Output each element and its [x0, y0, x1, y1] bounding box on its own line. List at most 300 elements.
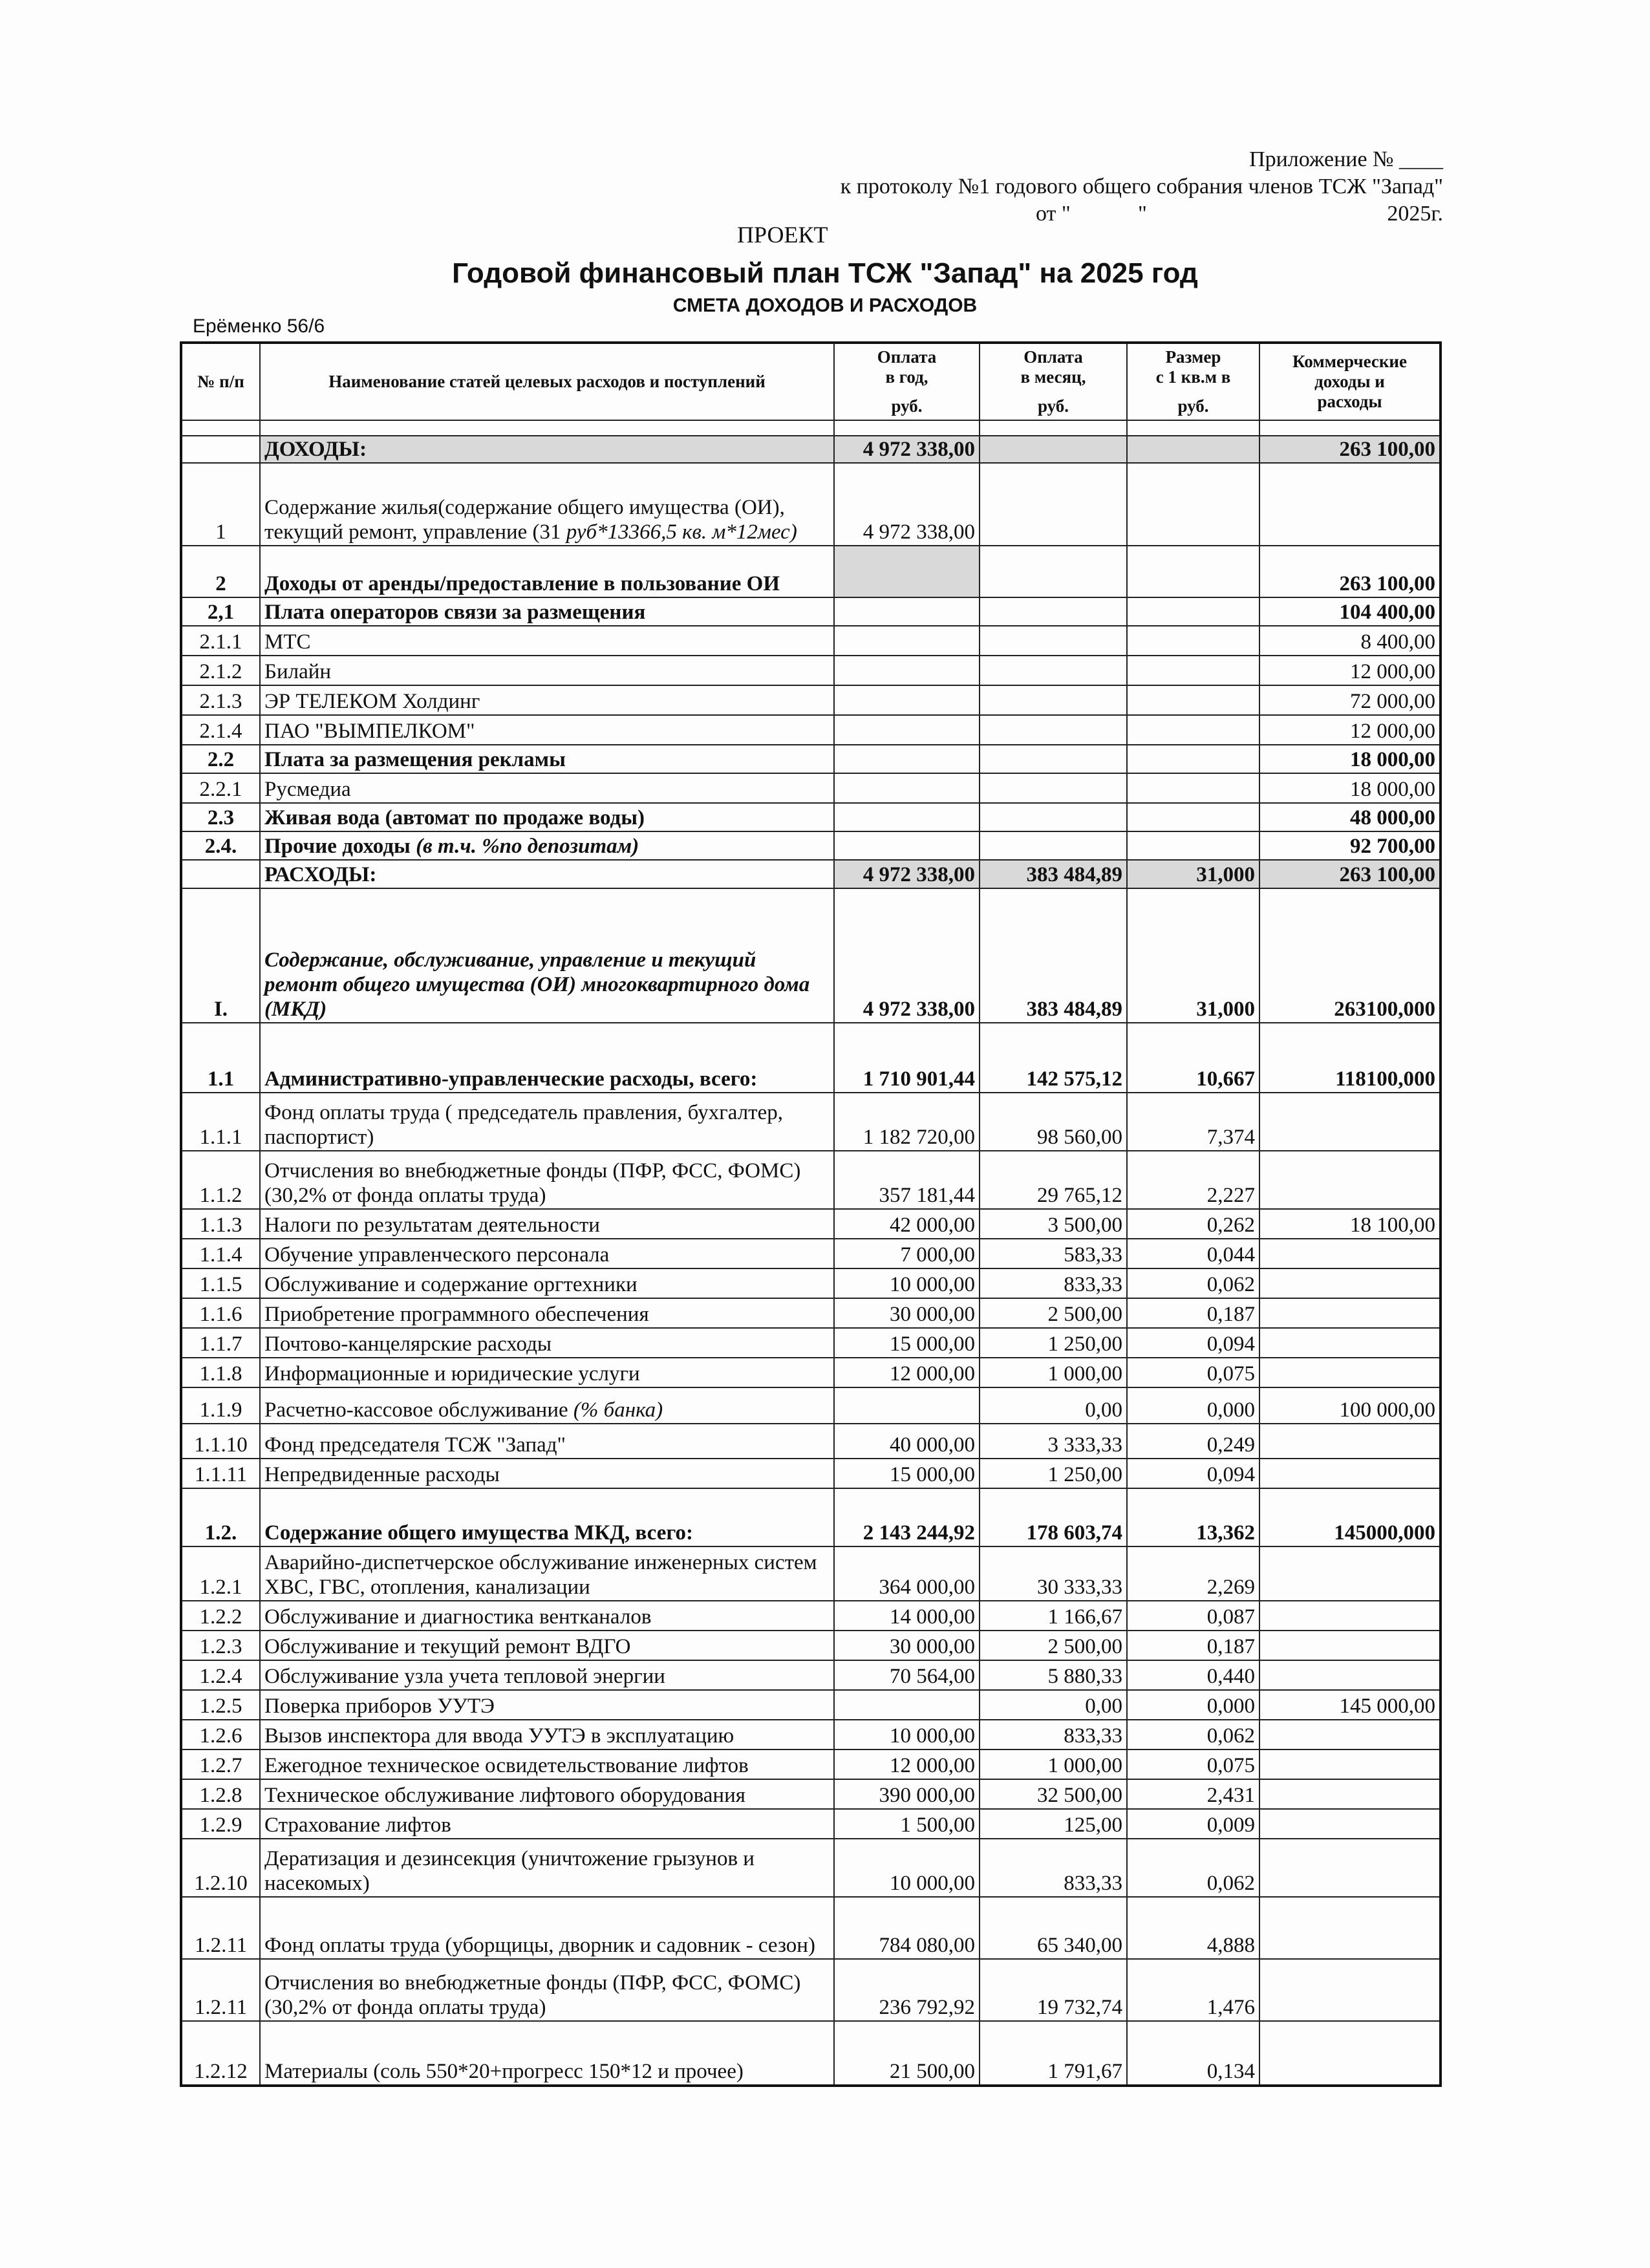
col-header-month-top: Оплата	[1023, 347, 1083, 367]
row-sq-rate	[1127, 656, 1259, 685]
row-name: Вызов инспектора для ввода УУТЭ в эксплуатацию	[260, 1720, 834, 1749]
row-number: 1.1.9	[181, 1387, 260, 1424]
row-sq-rate: 2,269	[1127, 1546, 1259, 1601]
row-number	[181, 436, 260, 463]
row-commercial-amount	[1259, 1268, 1441, 1298]
row-commercial-amount	[1259, 1459, 1441, 1488]
row-month-amount: 178 603,74	[980, 1488, 1127, 1546]
row-name: Плата операторов связи за размещения	[260, 597, 834, 626]
row-sq-rate: 2,227	[1127, 1151, 1259, 1209]
col-header-num: № п/п	[181, 343, 260, 420]
table-row	[181, 1660, 1441, 1690]
row-year-amount: 4 972 338,00	[834, 888, 980, 1023]
row-commercial-amount	[1259, 1660, 1441, 1690]
row-year-amount: 14 000,00	[834, 1601, 980, 1631]
row-number: 2.1.2	[181, 656, 260, 685]
row-sq-rate	[1127, 597, 1259, 626]
appendix-number: Приложение № ____	[1249, 147, 1443, 171]
row-month-amount	[980, 745, 1127, 773]
table-row	[181, 656, 1441, 685]
row-commercial-amount: 92 700,00	[1259, 831, 1441, 860]
row-year-amount	[834, 626, 980, 656]
row-name: Информационные и юридические услуги	[260, 1358, 834, 1387]
row-commercial-amount	[1259, 1749, 1441, 1779]
row-name: РАСХОДЫ:	[260, 860, 834, 888]
row-month-amount: 1 250,00	[980, 1459, 1127, 1488]
row-number: 2	[181, 546, 260, 597]
col-header-year	[834, 343, 980, 420]
row-name-note: руб*13366,5 кв. м*12мес)	[566, 520, 797, 544]
row-number: 1.1.5	[181, 1268, 260, 1298]
row-year-amount	[834, 656, 980, 685]
row-sq-rate: 0,062	[1127, 1720, 1259, 1749]
row-sq-rate: 0,000	[1127, 1387, 1259, 1424]
row-sq-rate: 0,094	[1127, 1459, 1259, 1488]
table-row	[181, 1690, 1441, 1720]
row-number: 1.2.7	[181, 1749, 260, 1779]
row-sq-rate: 13,362	[1127, 1488, 1259, 1546]
row-number: 1	[181, 463, 260, 546]
row-sq-rate: 0,134	[1127, 2021, 1259, 2086]
row-number: 1.2.2	[181, 1601, 260, 1631]
table-row	[181, 1779, 1441, 1809]
col-header-sq-top: Размер	[1165, 347, 1221, 367]
row-year-amount: 40 000,00	[834, 1424, 980, 1459]
col-header-comm-l1: Коммерческие	[1292, 351, 1407, 371]
col-header-sq-unit: руб.	[1177, 396, 1209, 416]
col-header-year-mid: в год,	[885, 367, 928, 387]
row-year-amount: 7 000,00	[834, 1239, 980, 1268]
budget-table	[180, 341, 1442, 2087]
row-sq-rate	[1127, 463, 1259, 546]
row-commercial-amount	[1259, 1959, 1441, 2021]
table-row	[181, 597, 1441, 626]
row-year-amount	[834, 715, 980, 745]
row-name-part: Расчетно-кассовое обслуживание	[264, 1398, 573, 1422]
protocol-reference: к протоколу №1 годового общего собрания членов ТСЖ "Запад"	[840, 175, 1443, 198]
row-year-amount	[834, 1690, 980, 1720]
row-commercial-amount	[1259, 1809, 1441, 1839]
row-name: ДОХОДЫ:	[260, 436, 834, 463]
row-sq-rate	[1127, 436, 1259, 463]
col-header-comm-l3: расходы	[1317, 392, 1382, 412]
row-sq-rate: 0,075	[1127, 1358, 1259, 1387]
row-month-amount: 29 765,12	[980, 1151, 1127, 1209]
row-month-amount: 0,00	[980, 1690, 1127, 1720]
row-commercial-amount: 263 100,00	[1259, 546, 1441, 597]
row-commercial-amount: 8 400,00	[1259, 626, 1441, 656]
row-year-amount	[834, 803, 980, 831]
row-month-amount: 142 575,12	[980, 1023, 1127, 1093]
row-number: 1.2.11	[181, 1897, 260, 1959]
row-year-amount	[834, 685, 980, 715]
row-year-amount: 15 000,00	[834, 1328, 980, 1358]
row-name: Административно-управленческие расходы, всего:	[260, 1023, 834, 1093]
row-commercial-amount: 18 100,00	[1259, 1209, 1441, 1239]
row-number: 2.2	[181, 745, 260, 773]
row-sq-rate: 0,062	[1127, 1839, 1259, 1897]
table-row	[181, 546, 1441, 597]
row-name: Аварийно-диспетчерское обслуживание инженерных систем ХВС, ГВС, отопления, канализации	[260, 1546, 834, 1601]
row-number: 1.2.10	[181, 1839, 260, 1897]
row-sq-rate: 0,062	[1127, 1268, 1259, 1298]
row-commercial-amount: 12 000,00	[1259, 715, 1441, 745]
row-name: ЭР ТЕЛЕКОМ Холдинг	[260, 685, 834, 715]
row-number: 2.4.	[181, 831, 260, 860]
row-name	[260, 831, 834, 860]
row-month-amount: 1 791,67	[980, 2021, 1127, 2086]
project-label: ПРОЕКТ	[737, 222, 828, 248]
row-name-part: Содержание жилья(содержание общего имущества (ОИ), текущий ремонт, управление (31	[264, 496, 785, 544]
row-month-amount	[980, 715, 1127, 745]
row-name: Обслуживание и содержание оргтехники	[260, 1268, 834, 1298]
row-year-amount: 21 500,00	[834, 2021, 980, 2086]
row-sq-rate	[1127, 803, 1259, 831]
date-year: 2025г.	[1387, 202, 1443, 226]
table-body	[181, 436, 1441, 2086]
table-row	[181, 1720, 1441, 1749]
row-number: 1.1.6	[181, 1298, 260, 1328]
row-month-amount: 383 484,89	[980, 860, 1127, 888]
row-name: Билайн	[260, 656, 834, 685]
row-year-amount: 4 972 338,00	[834, 463, 980, 546]
row-name: Техническое обслуживание лифтового оборудования	[260, 1779, 834, 1809]
row-month-amount	[980, 626, 1127, 656]
table-row	[181, 1546, 1441, 1601]
row-commercial-amount	[1259, 463, 1441, 546]
table-row	[181, 1959, 1441, 2021]
row-month-amount: 833,33	[980, 1268, 1127, 1298]
row-name: Живая вода (автомат по продаже воды)	[260, 803, 834, 831]
table-row	[181, 463, 1441, 546]
row-month-amount	[980, 656, 1127, 685]
row-sq-rate: 0,044	[1127, 1239, 1259, 1268]
row-name: Материалы (соль 550*20+прогресс 150*12 и прочее)	[260, 2021, 834, 2086]
row-name: Налоги по результатам деятельности	[260, 1209, 834, 1239]
row-month-amount	[980, 463, 1127, 546]
row-month-amount: 98 560,00	[980, 1093, 1127, 1151]
row-name: Непредвиденные расходы	[260, 1459, 834, 1488]
row-year-amount	[834, 597, 980, 626]
row-sq-rate: 10,667	[1127, 1023, 1259, 1093]
row-number: 1.2.11	[181, 1959, 260, 2021]
table-row	[181, 860, 1441, 888]
row-year-amount	[834, 546, 980, 597]
row-name: Обслуживание и текущий ремонт ВДГО	[260, 1631, 834, 1660]
row-sq-rate: 0,440	[1127, 1660, 1259, 1690]
row-commercial-amount	[1259, 1839, 1441, 1897]
row-month-amount	[980, 436, 1127, 463]
row-sq-rate: 0,009	[1127, 1809, 1259, 1839]
row-name: Отчисления во внебюджетные фонды (ПФР, ФСС, ФОМС) (30,2% от фонда оплаты труда)	[260, 1151, 834, 1209]
row-number: 1.2.12	[181, 2021, 260, 2086]
row-name: Дератизация и дезинсекция (уничтожение грызунов и насекомых)	[260, 1839, 834, 1897]
row-number: 2,1	[181, 597, 260, 626]
row-sq-rate: 0,187	[1127, 1631, 1259, 1660]
row-sq-rate: 0,262	[1127, 1209, 1259, 1239]
table-row	[181, 1809, 1441, 1839]
row-sq-rate	[1127, 773, 1259, 803]
row-month-amount	[980, 773, 1127, 803]
row-number: 1.1.10	[181, 1424, 260, 1459]
row-name-note: (в т.ч. %по депозитам)	[416, 835, 639, 859]
row-commercial-amount: 145000,000	[1259, 1488, 1441, 1546]
row-year-amount: 15 000,00	[834, 1459, 980, 1488]
col-header-comm-l2: доходы и	[1314, 371, 1385, 391]
row-sq-rate	[1127, 831, 1259, 860]
table-row	[181, 1601, 1441, 1631]
row-month-amount: 2 500,00	[980, 1631, 1127, 1660]
row-name: Фонд оплаты труда (уборщицы, дворник и садовник - сезон)	[260, 1897, 834, 1959]
row-name: ПАО "ВЫМПЕЛКОМ"	[260, 715, 834, 745]
row-number: 2.1.4	[181, 715, 260, 745]
row-sq-rate	[1127, 546, 1259, 597]
row-commercial-amount: 263 100,00	[1259, 436, 1441, 463]
row-year-amount: 236 792,92	[834, 1959, 980, 2021]
row-number: 1.1.3	[181, 1209, 260, 1239]
row-number: 2.1.1	[181, 626, 260, 656]
col-header-month-mid: в месяц,	[1020, 367, 1086, 387]
table-row	[181, 1239, 1441, 1268]
table-row	[181, 1093, 1441, 1151]
row-month-amount: 3 333,33	[980, 1424, 1127, 1459]
row-month-amount	[980, 597, 1127, 626]
row-year-amount: 12 000,00	[834, 1749, 980, 1779]
row-sq-rate: 0,000	[1127, 1690, 1259, 1720]
row-number: 1.1.8	[181, 1358, 260, 1387]
row-name: Содержание общего имущества МКД, всего:	[260, 1488, 834, 1546]
row-sq-rate: 7,374	[1127, 1093, 1259, 1151]
row-number: 1.2.9	[181, 1809, 260, 1839]
row-month-amount: 833,33	[980, 1720, 1127, 1749]
row-sq-rate: 0,094	[1127, 1328, 1259, 1358]
row-commercial-amount: 72 000,00	[1259, 685, 1441, 715]
row-month-amount	[980, 803, 1127, 831]
row-name: Поверка приборов УУТЭ	[260, 1690, 834, 1720]
row-sq-rate: 0,087	[1127, 1601, 1259, 1631]
table-row	[181, 436, 1441, 463]
row-year-amount: 2 143 244,92	[834, 1488, 980, 1546]
row-year-amount: 10 000,00	[834, 1720, 980, 1749]
row-number: 1.1	[181, 1023, 260, 1093]
table-row	[181, 803, 1441, 831]
row-year-amount: 357 181,44	[834, 1151, 980, 1209]
col-header-year-top: Оплата	[877, 347, 937, 367]
row-sq-rate	[1127, 685, 1259, 715]
table-row	[181, 1839, 1441, 1897]
row-number: I.	[181, 888, 260, 1023]
table-row	[181, 1298, 1441, 1328]
row-month-amount: 30 333,33	[980, 1546, 1127, 1601]
row-month-amount: 833,33	[980, 1839, 1127, 1897]
row-commercial-amount: 263 100,00	[1259, 860, 1441, 888]
row-year-amount: 30 000,00	[834, 1298, 980, 1328]
row-sq-rate: 0,249	[1127, 1424, 1259, 1459]
row-month-amount: 32 500,00	[980, 1779, 1127, 1809]
row-month-amount: 0,00	[980, 1387, 1127, 1424]
row-month-amount: 1 250,00	[980, 1328, 1127, 1358]
row-sq-rate	[1127, 745, 1259, 773]
row-month-amount	[980, 685, 1127, 715]
col-header-month-unit: руб.	[1037, 396, 1069, 416]
row-commercial-amount: 48 000,00	[1259, 803, 1441, 831]
row-commercial-amount: 18 000,00	[1259, 773, 1441, 803]
row-month-amount: 1 166,67	[980, 1601, 1127, 1631]
row-commercial-amount	[1259, 1631, 1441, 1660]
row-month-amount: 65 340,00	[980, 1897, 1127, 1959]
row-number: 1.1.1	[181, 1093, 260, 1151]
table-row	[181, 1631, 1441, 1660]
table-row	[181, 1897, 1441, 1959]
table-row	[181, 1387, 1441, 1424]
row-number: 1.1.11	[181, 1459, 260, 1488]
table-row	[181, 1488, 1441, 1546]
row-number: 1.2.6	[181, 1720, 260, 1749]
date-from: от "	[1036, 202, 1071, 226]
row-month-amount: 125,00	[980, 1809, 1127, 1839]
row-commercial-amount: 145 000,00	[1259, 1690, 1441, 1720]
row-name: Отчисления во внебюджетные фонды (ПФР, ФСС, ФОМС) (30,2% от фонда оплаты труда)	[260, 1959, 834, 2021]
row-month-amount: 3 500,00	[980, 1209, 1127, 1239]
row-month-amount: 19 732,74	[980, 1959, 1127, 2021]
row-commercial-amount	[1259, 1424, 1441, 1459]
row-year-amount: 1 182 720,00	[834, 1093, 980, 1151]
row-name: МТС	[260, 626, 834, 656]
table-header	[181, 343, 1441, 436]
table-row	[181, 685, 1441, 715]
row-name: Доходы от аренды/предоставление в пользование ОИ	[260, 546, 834, 597]
row-month-amount: 1 000,00	[980, 1358, 1127, 1387]
row-number: 2.1.3	[181, 685, 260, 715]
row-number: 1.2.3	[181, 1631, 260, 1660]
row-name	[260, 1387, 834, 1424]
row-commercial-amount	[1259, 1239, 1441, 1268]
row-year-amount: 30 000,00	[834, 1631, 980, 1660]
row-commercial-amount	[1259, 1358, 1441, 1387]
row-commercial-amount: 18 000,00	[1259, 745, 1441, 773]
row-number: 1.1.7	[181, 1328, 260, 1358]
col-header-commercial	[1259, 343, 1441, 420]
row-commercial-amount	[1259, 1546, 1441, 1601]
row-sq-rate: 0,075	[1127, 1749, 1259, 1779]
row-name: Русмедиа	[260, 773, 834, 803]
row-sq-rate: 31,000	[1127, 888, 1259, 1023]
table-row	[181, 1023, 1441, 1093]
row-name: Приобретение программного обеспечения	[260, 1298, 834, 1328]
col-header-year-unit: руб.	[891, 396, 923, 416]
row-commercial-amount: 12 000,00	[1259, 656, 1441, 685]
row-year-amount: 1 710 901,44	[834, 1023, 980, 1093]
table-row	[181, 1328, 1441, 1358]
table-row	[181, 888, 1441, 1023]
table-row	[181, 1749, 1441, 1779]
row-number: 1.1.2	[181, 1151, 260, 1209]
row-month-amount	[980, 546, 1127, 597]
page-subtitle: СМЕТА ДОХОДОВ И РАСХОДОВ	[672, 295, 978, 316]
row-year-amount: 12 000,00	[834, 1358, 980, 1387]
row-name-part: Прочие доходы	[264, 835, 416, 859]
table-row	[181, 831, 1441, 860]
row-month-amount: 383 484,89	[980, 888, 1127, 1023]
row-number: 1.2.8	[181, 1779, 260, 1809]
row-number: 2.2.1	[181, 773, 260, 803]
row-year-amount: 364 000,00	[834, 1546, 980, 1601]
row-year-amount	[834, 745, 980, 773]
row-number: 1.2.1	[181, 1546, 260, 1601]
table-row	[181, 626, 1441, 656]
row-number: 1.2.	[181, 1488, 260, 1546]
row-commercial-amount	[1259, 1779, 1441, 1809]
col-header-sq	[1127, 343, 1259, 420]
table-row	[181, 773, 1441, 803]
row-month-amount: 583,33	[980, 1239, 1127, 1268]
row-name: Обучение управленческого персонала	[260, 1239, 834, 1268]
row-sq-rate	[1127, 626, 1259, 656]
row-number: 2.3	[181, 803, 260, 831]
page-title: Годовой финансовый план ТСЖ "Запад" на 2025 год	[452, 257, 1198, 289]
row-name: Ежегодное техническое освидетельствование лифтов	[260, 1749, 834, 1779]
spacer-row	[181, 420, 1441, 436]
row-name	[260, 463, 834, 546]
row-year-amount: 42 000,00	[834, 1209, 980, 1239]
row-month-amount: 1 000,00	[980, 1749, 1127, 1779]
row-name: Обслуживание узла учета тепловой энергии	[260, 1660, 834, 1690]
row-name-note: (% банка)	[573, 1398, 663, 1422]
row-name: Содержание, обслуживание, управление и текущий ремонт общего имущества (ОИ) многоквартирного дома (МКД)	[260, 888, 834, 1023]
row-name: Обслуживание и диагностика вентканалов	[260, 1601, 834, 1631]
row-commercial-amount	[1259, 1093, 1441, 1151]
row-commercial-amount	[1259, 1897, 1441, 1959]
row-year-amount: 784 080,00	[834, 1897, 980, 1959]
row-number: 1.1.4	[181, 1239, 260, 1268]
row-year-amount	[834, 773, 980, 803]
date-quote: "	[1138, 202, 1147, 226]
row-commercial-amount	[1259, 2021, 1441, 2086]
col-header-name: Наименование статей целевых расходов и поступлений	[260, 343, 834, 420]
row-sq-rate: 2,431	[1127, 1779, 1259, 1809]
table-row	[181, 1209, 1441, 1239]
table-row	[181, 1424, 1441, 1459]
table-row	[181, 1459, 1441, 1488]
row-year-amount: 4 972 338,00	[834, 436, 980, 463]
row-sq-rate: 0,187	[1127, 1298, 1259, 1328]
row-number: 1.2.5	[181, 1690, 260, 1720]
row-name: Плата за размещения рекламы	[260, 745, 834, 773]
table-row	[181, 745, 1441, 773]
col-header-month	[980, 343, 1127, 420]
row-year-amount: 10 000,00	[834, 1268, 980, 1298]
row-month-amount: 5 880,33	[980, 1660, 1127, 1690]
table-row	[181, 2021, 1441, 2086]
row-year-amount: 1 500,00	[834, 1809, 980, 1839]
row-commercial-amount: 263100,000	[1259, 888, 1441, 1023]
table-row	[181, 1268, 1441, 1298]
row-commercial-amount	[1259, 1328, 1441, 1358]
row-name: Почтово-канцелярские расходы	[260, 1328, 834, 1358]
row-year-amount: 70 564,00	[834, 1660, 980, 1690]
row-number: 1.2.4	[181, 1660, 260, 1690]
address-note: Ерёменко 56/6	[193, 316, 325, 337]
row-commercial-amount	[1259, 1601, 1441, 1631]
row-number	[181, 860, 260, 888]
row-month-amount	[980, 831, 1127, 860]
row-sq-rate	[1127, 715, 1259, 745]
row-year-amount	[834, 831, 980, 860]
row-commercial-amount	[1259, 1720, 1441, 1749]
row-sq-rate: 4,888	[1127, 1897, 1259, 1959]
col-header-sq-mid: с 1 кв.м в	[1155, 367, 1231, 387]
row-commercial-amount: 100 000,00	[1259, 1387, 1441, 1424]
